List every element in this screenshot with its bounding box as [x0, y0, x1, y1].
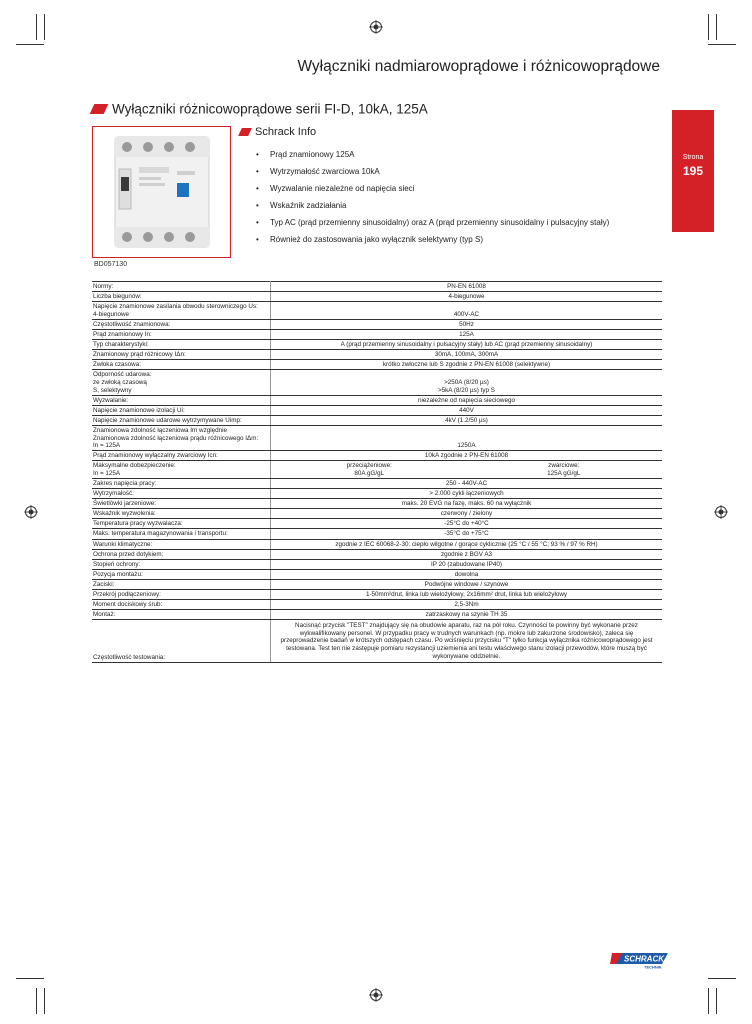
spec-label: Maks. temperatura magazynowania i transportu:: [92, 529, 271, 539]
page-tab-label: Strona: [682, 154, 704, 161]
spec-row: [92, 600, 662, 610]
spec-value: 4kV (1.2/50 µs): [271, 415, 663, 425]
spec-value: 10kA zgodnie z PN-EN 61008: [271, 451, 663, 461]
crop-mark: [708, 14, 709, 40]
spec-value: -35°C do +75°C: [271, 529, 663, 539]
info-heading: [240, 126, 609, 142]
crop-mark: [708, 988, 709, 1014]
spec-row: [92, 478, 662, 488]
logo-subtext: TECHNIK: [644, 964, 662, 969]
spec-label: Stopień ochrony:: [92, 559, 271, 569]
logo-text: SCHRACK: [624, 954, 664, 964]
spec-value: 4-biegunowe: [271, 292, 663, 302]
spec-value: PN-EN 61008: [271, 282, 663, 292]
red-marker-icon: [238, 128, 252, 136]
spec-row: [92, 499, 662, 509]
spec-label: Ochrona przed dotykiem:: [92, 549, 271, 559]
registration-mark-icon: [369, 988, 383, 1002]
spec-row: [92, 529, 662, 539]
spec-row: [92, 425, 662, 450]
schrack-logo: [610, 953, 668, 969]
spec-value: [271, 461, 663, 479]
spec-row: [92, 451, 662, 461]
spec-row: [92, 559, 662, 569]
registration-mark-icon: [714, 505, 728, 519]
spec-row: [92, 620, 662, 663]
spec-row: [92, 319, 662, 329]
spec-row: [92, 590, 662, 600]
spec-row: [92, 461, 662, 479]
spec-value-part: przeciążeniowe: 80A gG/gL: [346, 462, 392, 477]
spec-value: 1-50mm²drut, linka lub wielożyłowy, 2x16mm² drut, linka lub wielożyłowy: [271, 590, 663, 600]
spec-value: czerwony / zielony: [271, 509, 663, 519]
spec-row: [92, 329, 662, 339]
spec-row: [92, 415, 662, 425]
spec-label: Temperatura pracy wyzwalacza:: [92, 519, 271, 529]
spec-value: niezależne od napięcia sieciowego: [271, 395, 663, 405]
spec-value: 250 - 440V-AC: [271, 478, 663, 488]
spec-value: 125A: [271, 329, 663, 339]
spec-label: Świetlówki jarzeniowe:: [92, 499, 271, 509]
bullet-item: • Prąd znamionowy 125A: [256, 146, 609, 163]
crop-mark: [716, 14, 717, 40]
bullet-item: • Wyzwalanie niezależne od napięcia sieci: [256, 180, 609, 197]
info-bullet-list: [256, 146, 609, 248]
crop-mark: [16, 978, 44, 979]
product-code: BD057130: [94, 261, 128, 268]
bullet-item: • Typ AC (prąd przemienny sinusoidalny) oraz A (prąd przemienny sinusoidalny i pulsacyjny stały): [256, 214, 609, 231]
spec-value: 2,5-3Nm: [271, 600, 663, 610]
spec-label: Zakres napięcia pracy:: [92, 478, 271, 488]
spec-label: Przekrój podłączeniowy:: [92, 590, 271, 600]
spec-value: 30mA, 100mA, 300mA: [271, 350, 663, 360]
spec-value: zgodnie z IEC 60068-2-30: ciepło wilgotne / gorące cyklicznie (25 °C / 55 °C; 93 % / 97 % RH): [271, 539, 663, 549]
spec-row: [92, 539, 662, 549]
info-heading-text: Schrack Info: [255, 126, 317, 138]
page-title: Wyłączniki nadmiarowoprądowe i różnicowoprądowe: [297, 58, 660, 75]
spec-label: Montaż:: [92, 610, 271, 620]
crop-mark: [716, 988, 717, 1014]
spec-value: 50Hz: [271, 319, 663, 329]
section-title: Wyłączniki różnicowoprądowe serii FI-D, 10kA, 125A: [112, 101, 428, 117]
bullet-item: • Wytrzymałość zwarciowa 10kA: [256, 163, 609, 180]
spec-row: [92, 489, 662, 499]
rcd-device-image: [93, 127, 230, 257]
spec-label: Warunki klimatyczne:: [92, 539, 271, 549]
red-marker-icon: [90, 104, 109, 114]
bullet-item: • Wskaźnik zadziałania: [256, 197, 609, 214]
spec-label: Napięcie znamionowe izolacji Ui:: [92, 405, 271, 415]
spec-row: [92, 292, 662, 302]
spec-label: Wskaźnik wyzwolenia:: [92, 509, 271, 519]
spec-row: [92, 360, 662, 370]
spec-value: IP 20 (zabudowane IP40): [271, 559, 663, 569]
spec-label: Zaciski:: [92, 579, 271, 589]
spec-label: Wyzwalanie:: [92, 395, 271, 405]
spec-label: Normy:: [92, 282, 271, 292]
registration-mark-icon: [369, 20, 383, 34]
spec-label: Odporność udarowa: ze zwłoką czasową S, selektywny: [92, 370, 271, 395]
spec-row: [92, 405, 662, 415]
spec-value: Podwójne windowe / szynowe: [271, 579, 663, 589]
spec-value: >250A (8/20 µs) >5kA (8/20 µs) typ S: [271, 370, 663, 395]
spec-table: [92, 281, 662, 663]
spec-value: -25°C do +40°C: [271, 519, 663, 529]
spec-value: zatrzaskowy na szynie TH 35: [271, 610, 663, 620]
spec-label: Zwłoka czasowa:: [92, 360, 271, 370]
section-heading: [92, 100, 428, 118]
spec-row: [92, 370, 662, 395]
spec-label: Częstotliwość znamionowa:: [92, 319, 271, 329]
spec-row: [92, 302, 662, 320]
spec-row: [92, 340, 662, 350]
page-tab: [672, 110, 714, 232]
bullet-item: • Również do zastosowania jako wyłącznik selektywny (typ S): [256, 231, 609, 248]
spec-label: Znamionowa zdolność łączeniowa Im względnie Znamionowa zdolność łączeniowa prądu różnicowego IΔm: In = 125A: [92, 425, 271, 450]
spec-label: Prąd znamionowy In:: [92, 329, 271, 339]
spec-row: [92, 579, 662, 589]
spec-label: Wytrzymałość:: [92, 489, 271, 499]
spec-row: [92, 610, 662, 620]
page-number: 195: [682, 164, 704, 178]
crop-mark: [36, 988, 37, 1014]
product-image-frame: [92, 126, 231, 258]
spec-row: [92, 569, 662, 579]
spec-label: Częstotliwość testowania:: [92, 620, 271, 663]
crop-mark: [708, 44, 736, 45]
crop-mark: [16, 44, 44, 45]
spec-value: maks. 20 EVG na fazę, maks. 60 na wyłącznik: [271, 499, 663, 509]
spec-row: [92, 282, 662, 292]
spec-value: krótko zwłoczne lub S zgodnie z PN-EN 61008 (selektywne): [271, 360, 663, 370]
spec-value: zgodnie z BGV A3: [271, 549, 663, 559]
spec-row: [92, 350, 662, 360]
spec-row: [92, 395, 662, 405]
spec-label: Napięcie znamionowe zasilania obwodu sterowniczego Us: 4-biegunowe: [92, 302, 271, 320]
spec-label: Moment dociskowy śrub:: [92, 600, 271, 610]
crop-mark: [708, 978, 736, 979]
spec-label: Pozycja montażu:: [92, 569, 271, 579]
spec-row: [92, 549, 662, 559]
spec-row: [92, 509, 662, 519]
crop-mark: [44, 988, 45, 1014]
spec-label: Maksymalne dobezpieczenie: In = 125A: [92, 461, 271, 479]
spec-value-part: zwarciowe: 125A gG/gL: [547, 462, 581, 477]
crop-mark: [36, 14, 37, 40]
spec-value: > 2.000 cykli łączeniowych: [271, 489, 663, 499]
spec-label: Liczba biegunów:: [92, 292, 271, 302]
spec-value: Nacisnąć przycisk "TEST" znajdujący się na obudowie aparatu, raz na pół roku. Czynności te powinny być wykonane przez wykwalifikowany personel. W przypadku pracy w trudnych warunkach (np. mokre lub zakurzone środowisko), zaleca się przeprowadzenie badań w krótszych odstępach czasu. Po wciśnięciu przycisku "T" tylko funkcja wyłącznika różnicowoprądowego jest testowana. Test ten nie zastępuje pomiaru rezystancji uziemienia ani testu właściwego stanu izolacji przewodów, które muszą być wykonywane oddzielnie.: [271, 620, 663, 663]
spec-row: [92, 519, 662, 529]
registration-mark-icon: [24, 505, 38, 519]
spec-label: Typ charakterystyki:: [92, 340, 271, 350]
spec-label: Napięcie znamionowe udarowe wytrzymywane Uimp:: [92, 415, 271, 425]
spec-label: Prąd znamionowy wyłączalny zwarciowy Icn:: [92, 451, 271, 461]
spec-label: Znamionowy prąd różnicowy IΔn:: [92, 350, 271, 360]
crop-mark: [44, 14, 45, 40]
spec-value: 440V: [271, 405, 663, 415]
spec-value: A (prąd przemienny sinusoidalny i pulsacyjny stały) lub AC (prąd przemienny sinusoidalny): [271, 340, 663, 350]
info-panel: [240, 126, 609, 248]
spec-value: 400V-AC: [271, 302, 663, 320]
spec-value: dowolna: [271, 569, 663, 579]
spec-value: 1250A: [271, 425, 663, 450]
